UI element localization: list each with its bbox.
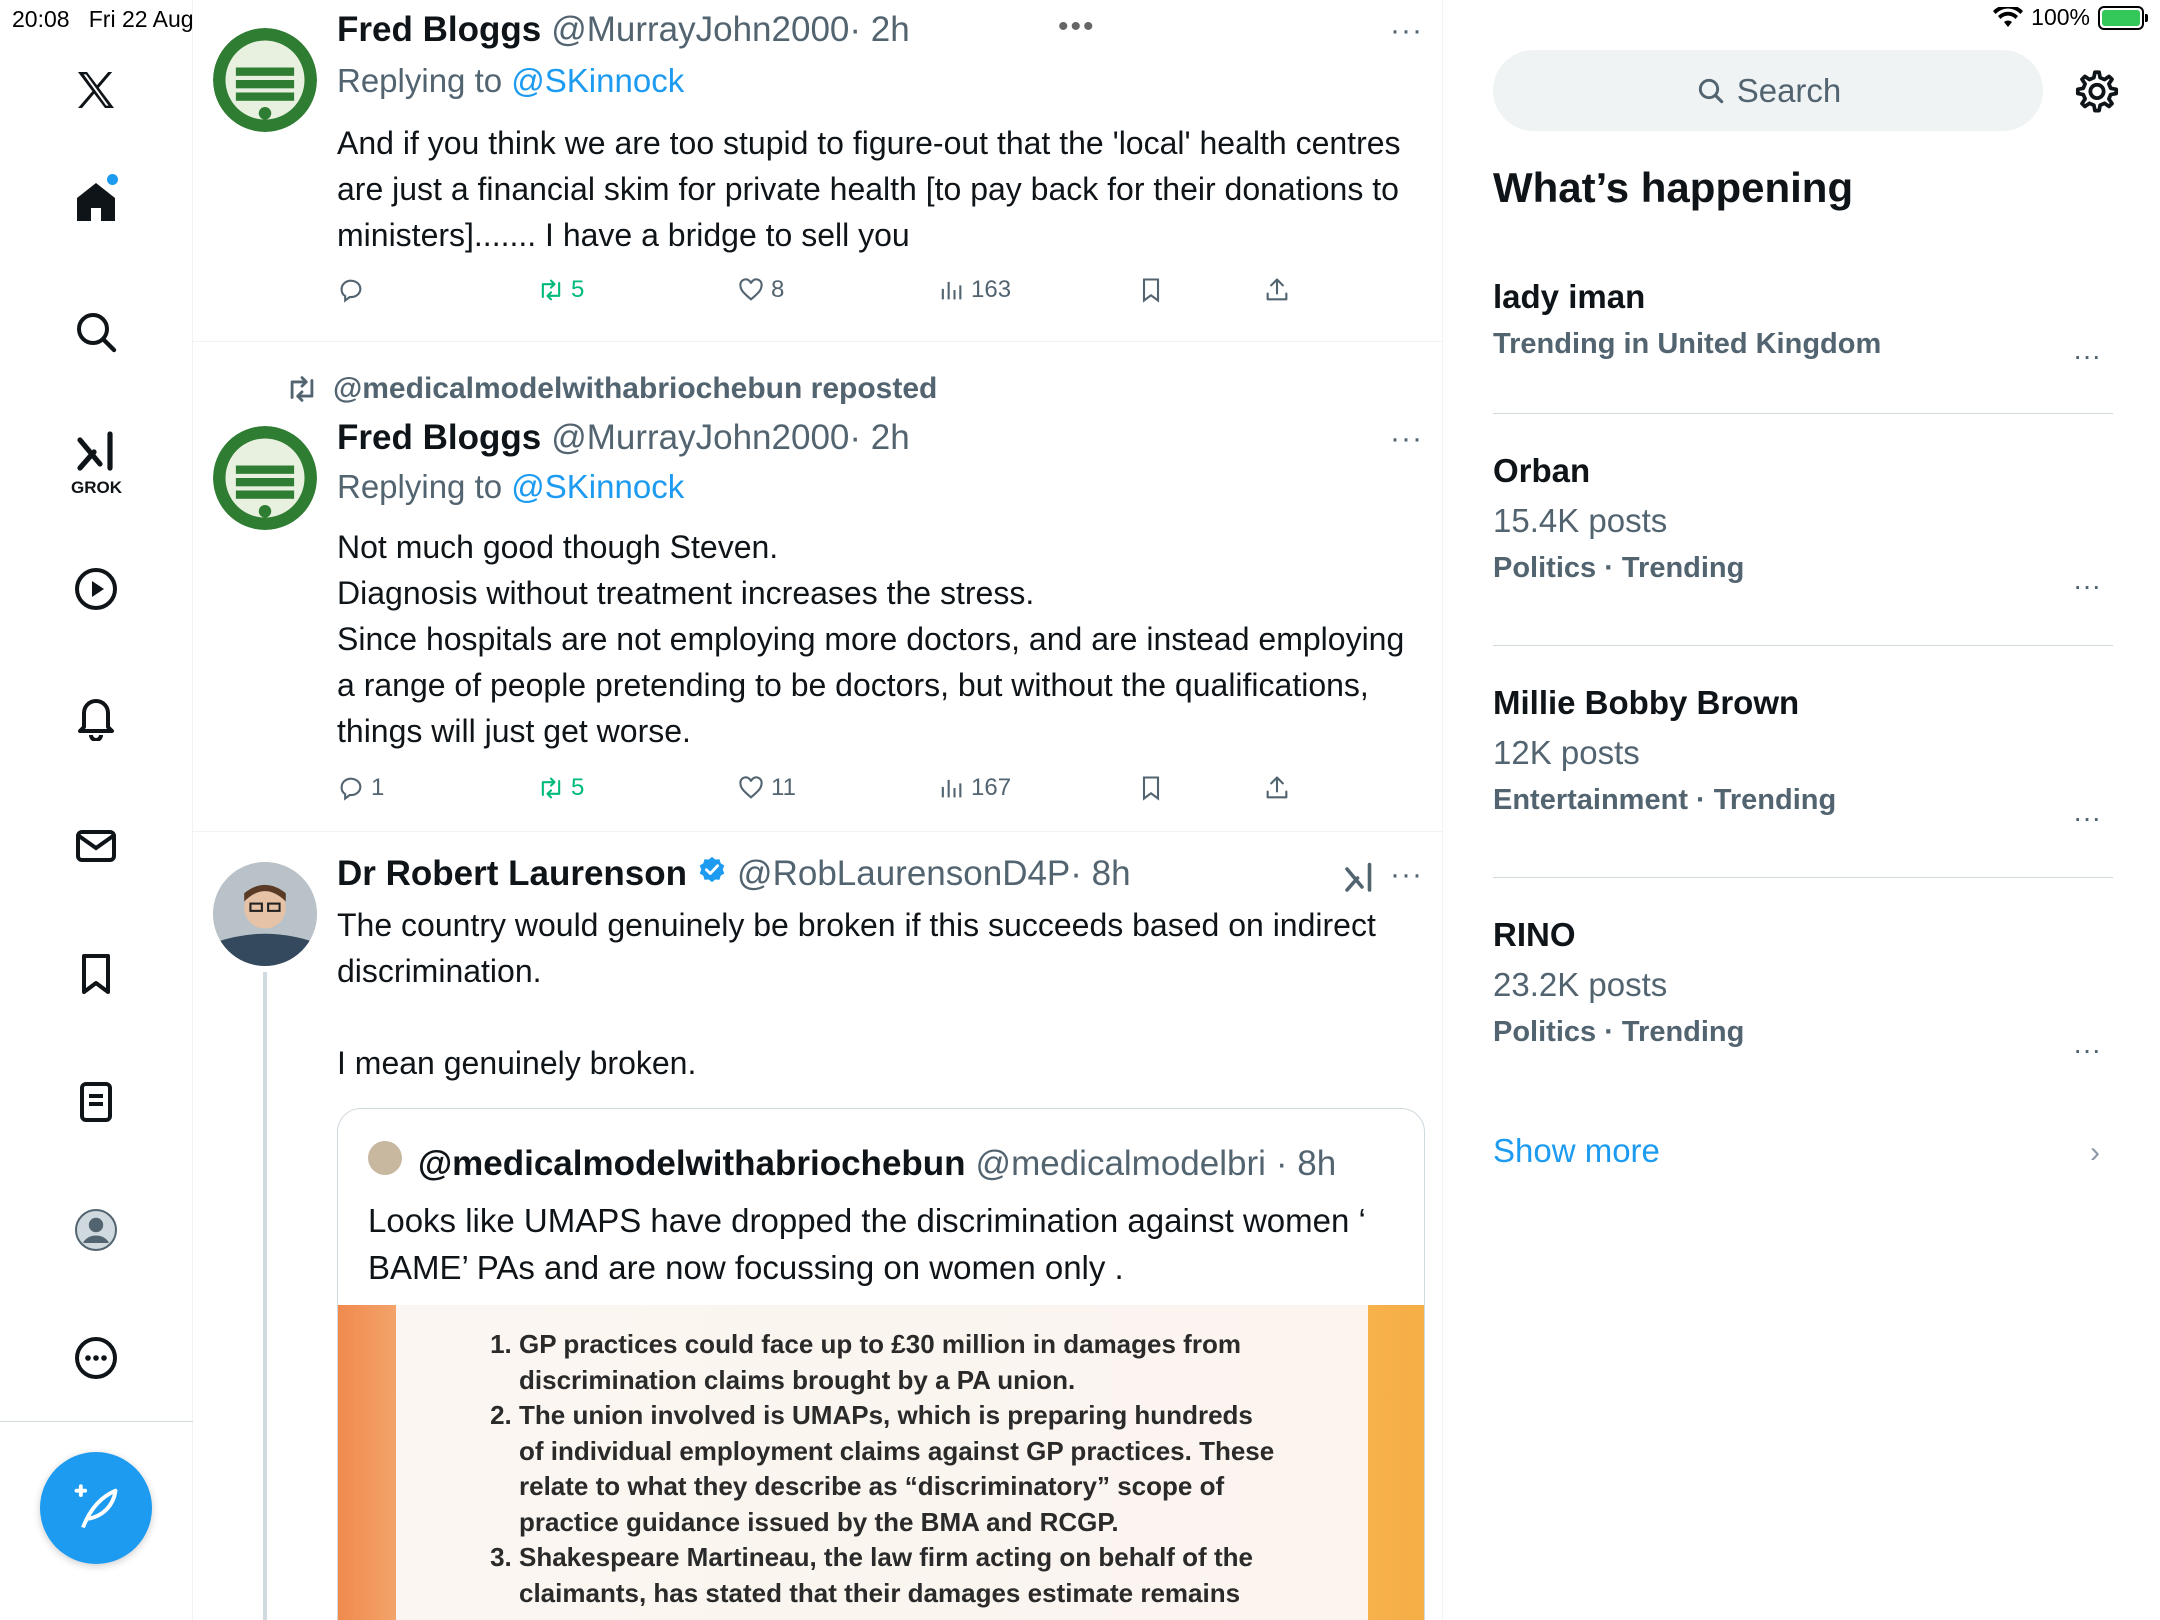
- repost-icon: [537, 276, 565, 304]
- compose-button[interactable]: [40, 1452, 152, 1564]
- repost-count: 5: [571, 276, 585, 303]
- like-count: 11: [771, 774, 796, 801]
- author-handle[interactable]: @MurrayJohn2000: [551, 10, 850, 49]
- more-circle-icon[interactable]: [62, 1324, 130, 1392]
- trend-more-icon[interactable]: ···: [2073, 1034, 2101, 1065]
- search-input[interactable]: [1493, 50, 2043, 131]
- post-actions: [337, 774, 1417, 814]
- replying-label: Replying to: [337, 62, 503, 99]
- mention-link[interactable]: @SKinnock: [511, 62, 685, 99]
- replying-to: [337, 468, 684, 506]
- views-count: 163: [971, 276, 1012, 303]
- reply-button[interactable]: [337, 276, 371, 304]
- views-count: 167: [971, 774, 1012, 801]
- repost-icon: [537, 774, 565, 802]
- divider: [1493, 645, 2113, 646]
- trend-more-icon[interactable]: ···: [2073, 570, 2101, 601]
- date: Fri 22 Aug: [88, 6, 194, 32]
- post-time[interactable]: · 2h: [849, 418, 910, 457]
- mention-link[interactable]: @SKinnock: [511, 468, 685, 505]
- author-handle[interactable]: @RobLaurensonD4P: [737, 854, 1071, 893]
- left-nav: [0, 0, 193, 1620]
- trend-posts: 15.4K posts: [1493, 502, 1668, 539]
- trend-item[interactable]: [1493, 916, 2113, 1065]
- post-time[interactable]: · 8h: [1070, 854, 1131, 893]
- right-sidebar: [1444, 0, 2160, 1620]
- post-text: [337, 524, 1417, 754]
- gear-icon[interactable]: [2072, 66, 2122, 116]
- divider: [1493, 877, 2113, 878]
- quote-author-name[interactable]: @medicalmodelwithabriochebun: [418, 1144, 966, 1183]
- trend-meta: Entertainment · Trending: [1493, 784, 1837, 816]
- reply-count: 1: [371, 774, 385, 801]
- battery-percent: 100%: [2031, 4, 2090, 30]
- quote-header: [368, 1141, 1336, 1184]
- x-logo[interactable]: [62, 56, 130, 124]
- views-icon: [937, 774, 965, 802]
- compose-feather-icon: [70, 1482, 122, 1534]
- more-options-icon[interactable]: ···: [1390, 14, 1423, 47]
- post-body: The country would genuinely be broken if this succeeds based on indirect discrimination. I mean genuinely broken.: [337, 907, 1376, 1081]
- author-name[interactable]: Fred Bloggs: [337, 10, 542, 49]
- mail-icon[interactable]: [62, 812, 130, 880]
- image-list-item: 2. The union involved is UMAPs, which is preparing hundreds of individual employment claims against GP practices. These relate to what they describe as “discriminatory” scope of practice guidance issued by the BMA and RCGP.: [519, 1398, 1283, 1540]
- bookmark-icon: [1137, 774, 1165, 802]
- clock: 20:08: [12, 6, 70, 32]
- more-options-icon[interactable]: ···: [1390, 858, 1423, 891]
- trend-name: Millie Bobby Brown: [1493, 684, 1800, 721]
- post[interactable]: [193, 832, 1443, 1620]
- replying-to: [337, 62, 684, 100]
- post-text: [337, 120, 1417, 258]
- trend-more-icon[interactable]: ···: [2073, 802, 2101, 833]
- trend-posts: 12K posts: [1493, 734, 1640, 771]
- grok-label[interactable]: GROK: [71, 478, 122, 497]
- quoted-post[interactable]: [337, 1108, 1425, 1620]
- quote-time[interactable]: · 8h: [1275, 1144, 1337, 1183]
- divider: [1493, 413, 2113, 414]
- trend-item[interactable]: [1493, 684, 2113, 833]
- trend-meta: Trending in United Kingdom: [1493, 328, 1882, 360]
- bookmark-button[interactable]: [1137, 774, 1165, 802]
- search-icon: [1695, 75, 1727, 107]
- profile-icon[interactable]: [62, 1196, 130, 1264]
- post-header: [337, 854, 1131, 894]
- like-count: 8: [771, 276, 785, 303]
- trend-meta: Politics · Trending: [1493, 552, 1745, 584]
- trend-meta: Politics · Trending: [1493, 1016, 1745, 1048]
- post-actions: [337, 276, 1417, 316]
- post[interactable]: [193, 342, 1443, 832]
- share-icon: [1263, 276, 1291, 304]
- author-name[interactable]: Fred Bloggs: [337, 418, 542, 457]
- trend-item[interactable]: [1493, 452, 2113, 601]
- share-button[interactable]: [1263, 774, 1291, 802]
- home-icon[interactable]: [62, 168, 130, 236]
- share-button[interactable]: [1263, 276, 1291, 304]
- multitask-handle[interactable]: •••: [1058, 10, 1096, 43]
- post[interactable]: [193, 0, 1443, 342]
- post-text: [337, 902, 1417, 1086]
- trend-name: lady iman: [1493, 278, 1646, 315]
- nav-divider: [0, 1421, 193, 1422]
- whats-happening-title: What’s happening: [1493, 164, 1854, 211]
- repost-button[interactable]: [537, 774, 584, 802]
- unread-dot: [107, 174, 118, 185]
- show-more-link[interactable]: Show more: [1493, 1132, 1660, 1169]
- search-placeholder: Search: [1736, 71, 1842, 109]
- author-handle[interactable]: @MurrayJohn2000: [551, 418, 850, 457]
- trend-posts: 23.2K posts: [1493, 966, 1668, 1003]
- avatar[interactable]: [213, 426, 317, 530]
- repost-by[interactable]: @medicalmodelwithabriochebun reposted: [333, 372, 938, 405]
- image-text-list: [483, 1327, 1283, 1611]
- repost-icon: [285, 372, 319, 406]
- quote-author-handle[interactable]: @medicalmodelbri: [975, 1144, 1266, 1183]
- video-icon[interactable]: [62, 555, 130, 623]
- repost-button[interactable]: [537, 276, 584, 304]
- more-options-icon[interactable]: ···: [1390, 422, 1423, 455]
- author-name[interactable]: Dr Robert Laurenson: [337, 854, 688, 893]
- grok-icon[interactable]: [62, 418, 130, 486]
- chevron-right-icon[interactable]: ›: [2090, 1136, 2100, 1169]
- trend-name: Orban: [1493, 452, 1591, 489]
- avatar[interactable]: [213, 28, 317, 132]
- trend-item[interactable]: [1493, 278, 2113, 371]
- like-button[interactable]: [737, 774, 796, 802]
- post-header: [337, 10, 910, 50]
- post-header: [337, 418, 910, 458]
- trend-name: RINO: [1493, 916, 1576, 953]
- search-icon[interactable]: [62, 298, 130, 366]
- repost-context: [285, 372, 937, 406]
- bookmark-button[interactable]: [1137, 276, 1165, 304]
- image-list-item: 1. GP practices could face up to £30 million in damages from discrimination claims brought by a PA union.: [519, 1327, 1283, 1398]
- views-button[interactable]: [937, 276, 1011, 304]
- heart-icon: [737, 276, 765, 304]
- verified-badge-icon: [697, 855, 727, 885]
- views-button[interactable]: [937, 774, 1011, 802]
- bell-icon[interactable]: [62, 683, 130, 751]
- bookmark-icon: [1137, 276, 1165, 304]
- quote-text: Looks like UMAPS have dropped the discrimination against women ‘ BAME’ PAs and are now focussing on women only .: [368, 1202, 1366, 1286]
- post-time[interactable]: · 2h: [849, 10, 910, 49]
- avatar[interactable]: [213, 862, 317, 966]
- quote-avatar[interactable]: [368, 1141, 402, 1175]
- share-icon: [1263, 774, 1291, 802]
- image-list-item: 3. Shakespeare Martineau, the law firm acting on behalf of the claimants, has stated that their damages estimate remains: [519, 1540, 1283, 1611]
- heart-icon: [737, 774, 765, 802]
- bookmark-icon[interactable]: [62, 940, 130, 1008]
- thread-line: [263, 972, 267, 1620]
- reply-button[interactable]: [337, 774, 384, 802]
- views-icon: [937, 276, 965, 304]
- trend-more-icon[interactable]: ···: [2073, 340, 2101, 371]
- post-body: Not much good though Steven. Diagnosis without treatment increases the stress. Since hospitals are not employing more doctors, and are instead employing a range of people pretending to be doctors, but without the qualifications, things will just get worse.: [337, 529, 1405, 749]
- quote-image[interactable]: [338, 1305, 1425, 1620]
- post-body: And if you think we are too stupid to figure-out that the 'local' health centres are just a financial skim for private health [to pay back for their donations to ministers]....... I have a bridge to sell you: [337, 125, 1410, 253]
- timeline: [193, 0, 1443, 1620]
- grok-explain-icon[interactable]: [1341, 860, 1377, 896]
- reply-icon: [337, 276, 365, 304]
- reply-icon: [337, 774, 365, 802]
- like-button[interactable]: [737, 276, 784, 304]
- repost-count: 5: [571, 774, 585, 801]
- replying-label: Replying to: [337, 468, 503, 505]
- lists-icon[interactable]: [62, 1068, 130, 1136]
